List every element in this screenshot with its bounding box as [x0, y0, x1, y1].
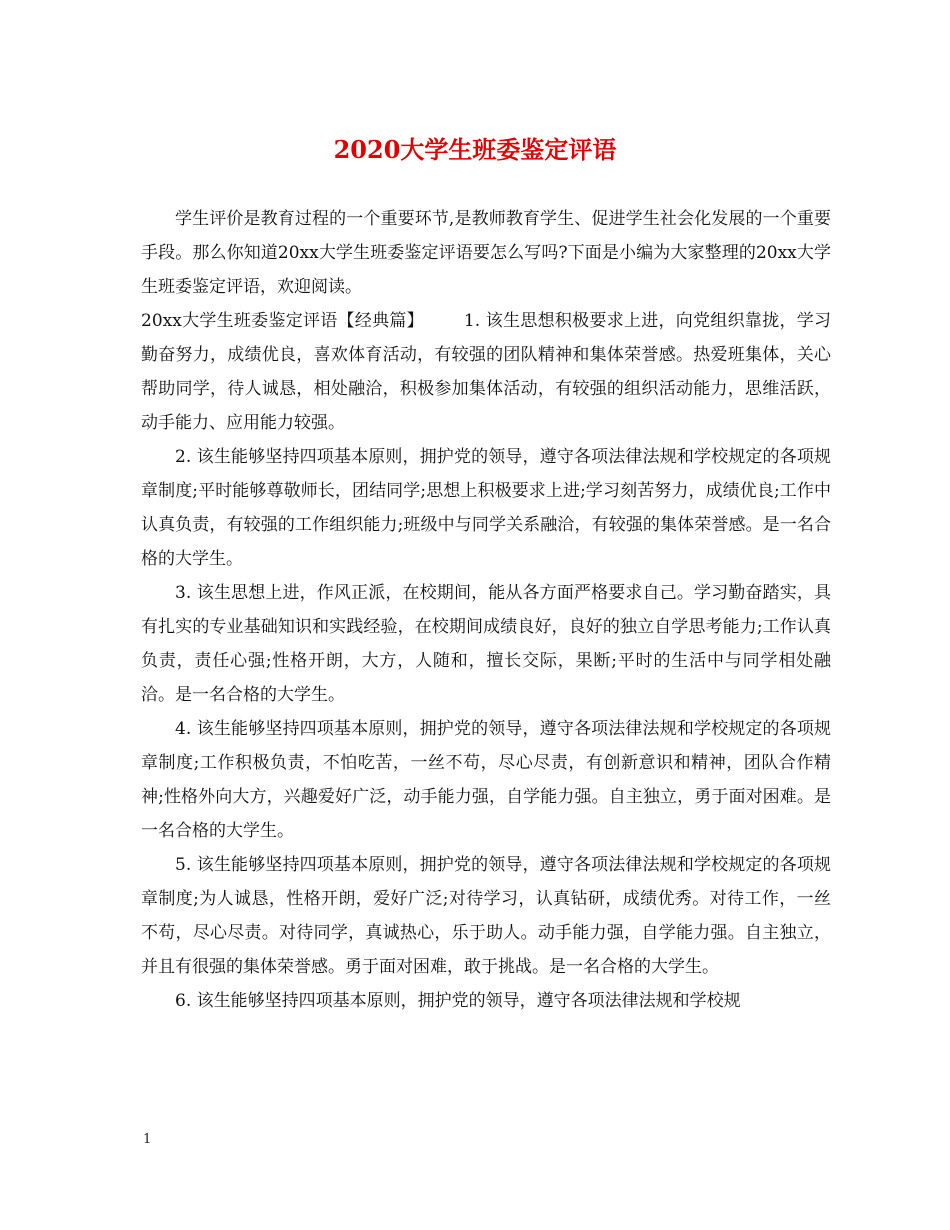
page-number: 1 — [143, 1132, 152, 1147]
item-1: 1. 该生思想积极要求上进，向党组织靠拢，学习勤奋努力，成绩优良，喜欢体育活动，有较强的团队精神和集体荣誉感。热爱班集体，关心帮助同学，待人诚恳，相处融洽，积极参加集体活动，有较强的组织活动能力，思维活跃，动手能力、应用能力较强。 — [141, 311, 831, 433]
item-5: 5. 该生能够坚持四项基本原则，拥护党的领导，遵守各项法律法规和学校规定的各项规章制度;为人诚恳，性格开朗，爱好广泛;对待学习，认真钻研，成绩优秀。对待工作，一丝不苟，尽心尽责。对待同学，真诚热心，乐于助人。动手能力强，自学能力强。自主独立，并且有很强的集体荣誉感。勇于面对困难，敢于挑战。是一名合格的大学生。 — [141, 855, 831, 977]
document-body — [141, 202, 831, 1018]
section-paragraph — [141, 304, 831, 440]
item-3: 3. 该生思想上进，作风正派，在校期间，能从各方面严格要求自己。学习勤奋踏实，具有扎实的专业基础知识和实践经验，在校期间成绩良好，良好的独立自学思考能力;工作认真负责，责任心强;性格开朗，大方，人随和，擅长交际，果断;平时的生活中与同学相处融洽。是一名合格的大学生。 — [141, 583, 831, 705]
section-heading: 20xx大学生班委鉴定评语【经典篇】 — [141, 311, 424, 331]
item-4: 4. 该生能够坚持四项基本原则，拥护党的领导，遵守各项法律法规和学校规定的各项规章制度;工作积极负责，不怕吃苦，一丝不苟，尽心尽责，有创新意识和精神，团队合作精神;性格外向大方，兴趣爱好广泛，动手能力强，自学能力强。自主独立，勇于面对困难。是一名合格的大学生。 — [141, 719, 831, 841]
intro-paragraph: 学生评价是教育过程的一个重要环节,是教师教育学生、促进学生社会化发展的一个重要手段。那么你知道20xx大学生班委鉴定评语要怎么写吗?下面是小编为大家整理的20xx大学生班委鉴定评语，欢迎阅读。 — [141, 209, 831, 297]
item-6: 6. 该生能够坚持四项基本原则，拥护党的领导，遵守各项法律法规和学校规 — [175, 991, 741, 1011]
document-title: 2020大学生班委鉴定评语 — [333, 135, 617, 164]
item-2: 2. 该生能够坚持四项基本原则，拥护党的领导，遵守各项法律法规和学校规定的各项规章制度;平时能够尊敬师长，团结同学;思想上积极要求上进;学习刻苦努力，成绩优良;工作中认真负责，有较强的工作组织能力;班级中与同学关系融洽，有较强的集体荣誉感。是一名合格的大学生。 — [141, 447, 831, 569]
